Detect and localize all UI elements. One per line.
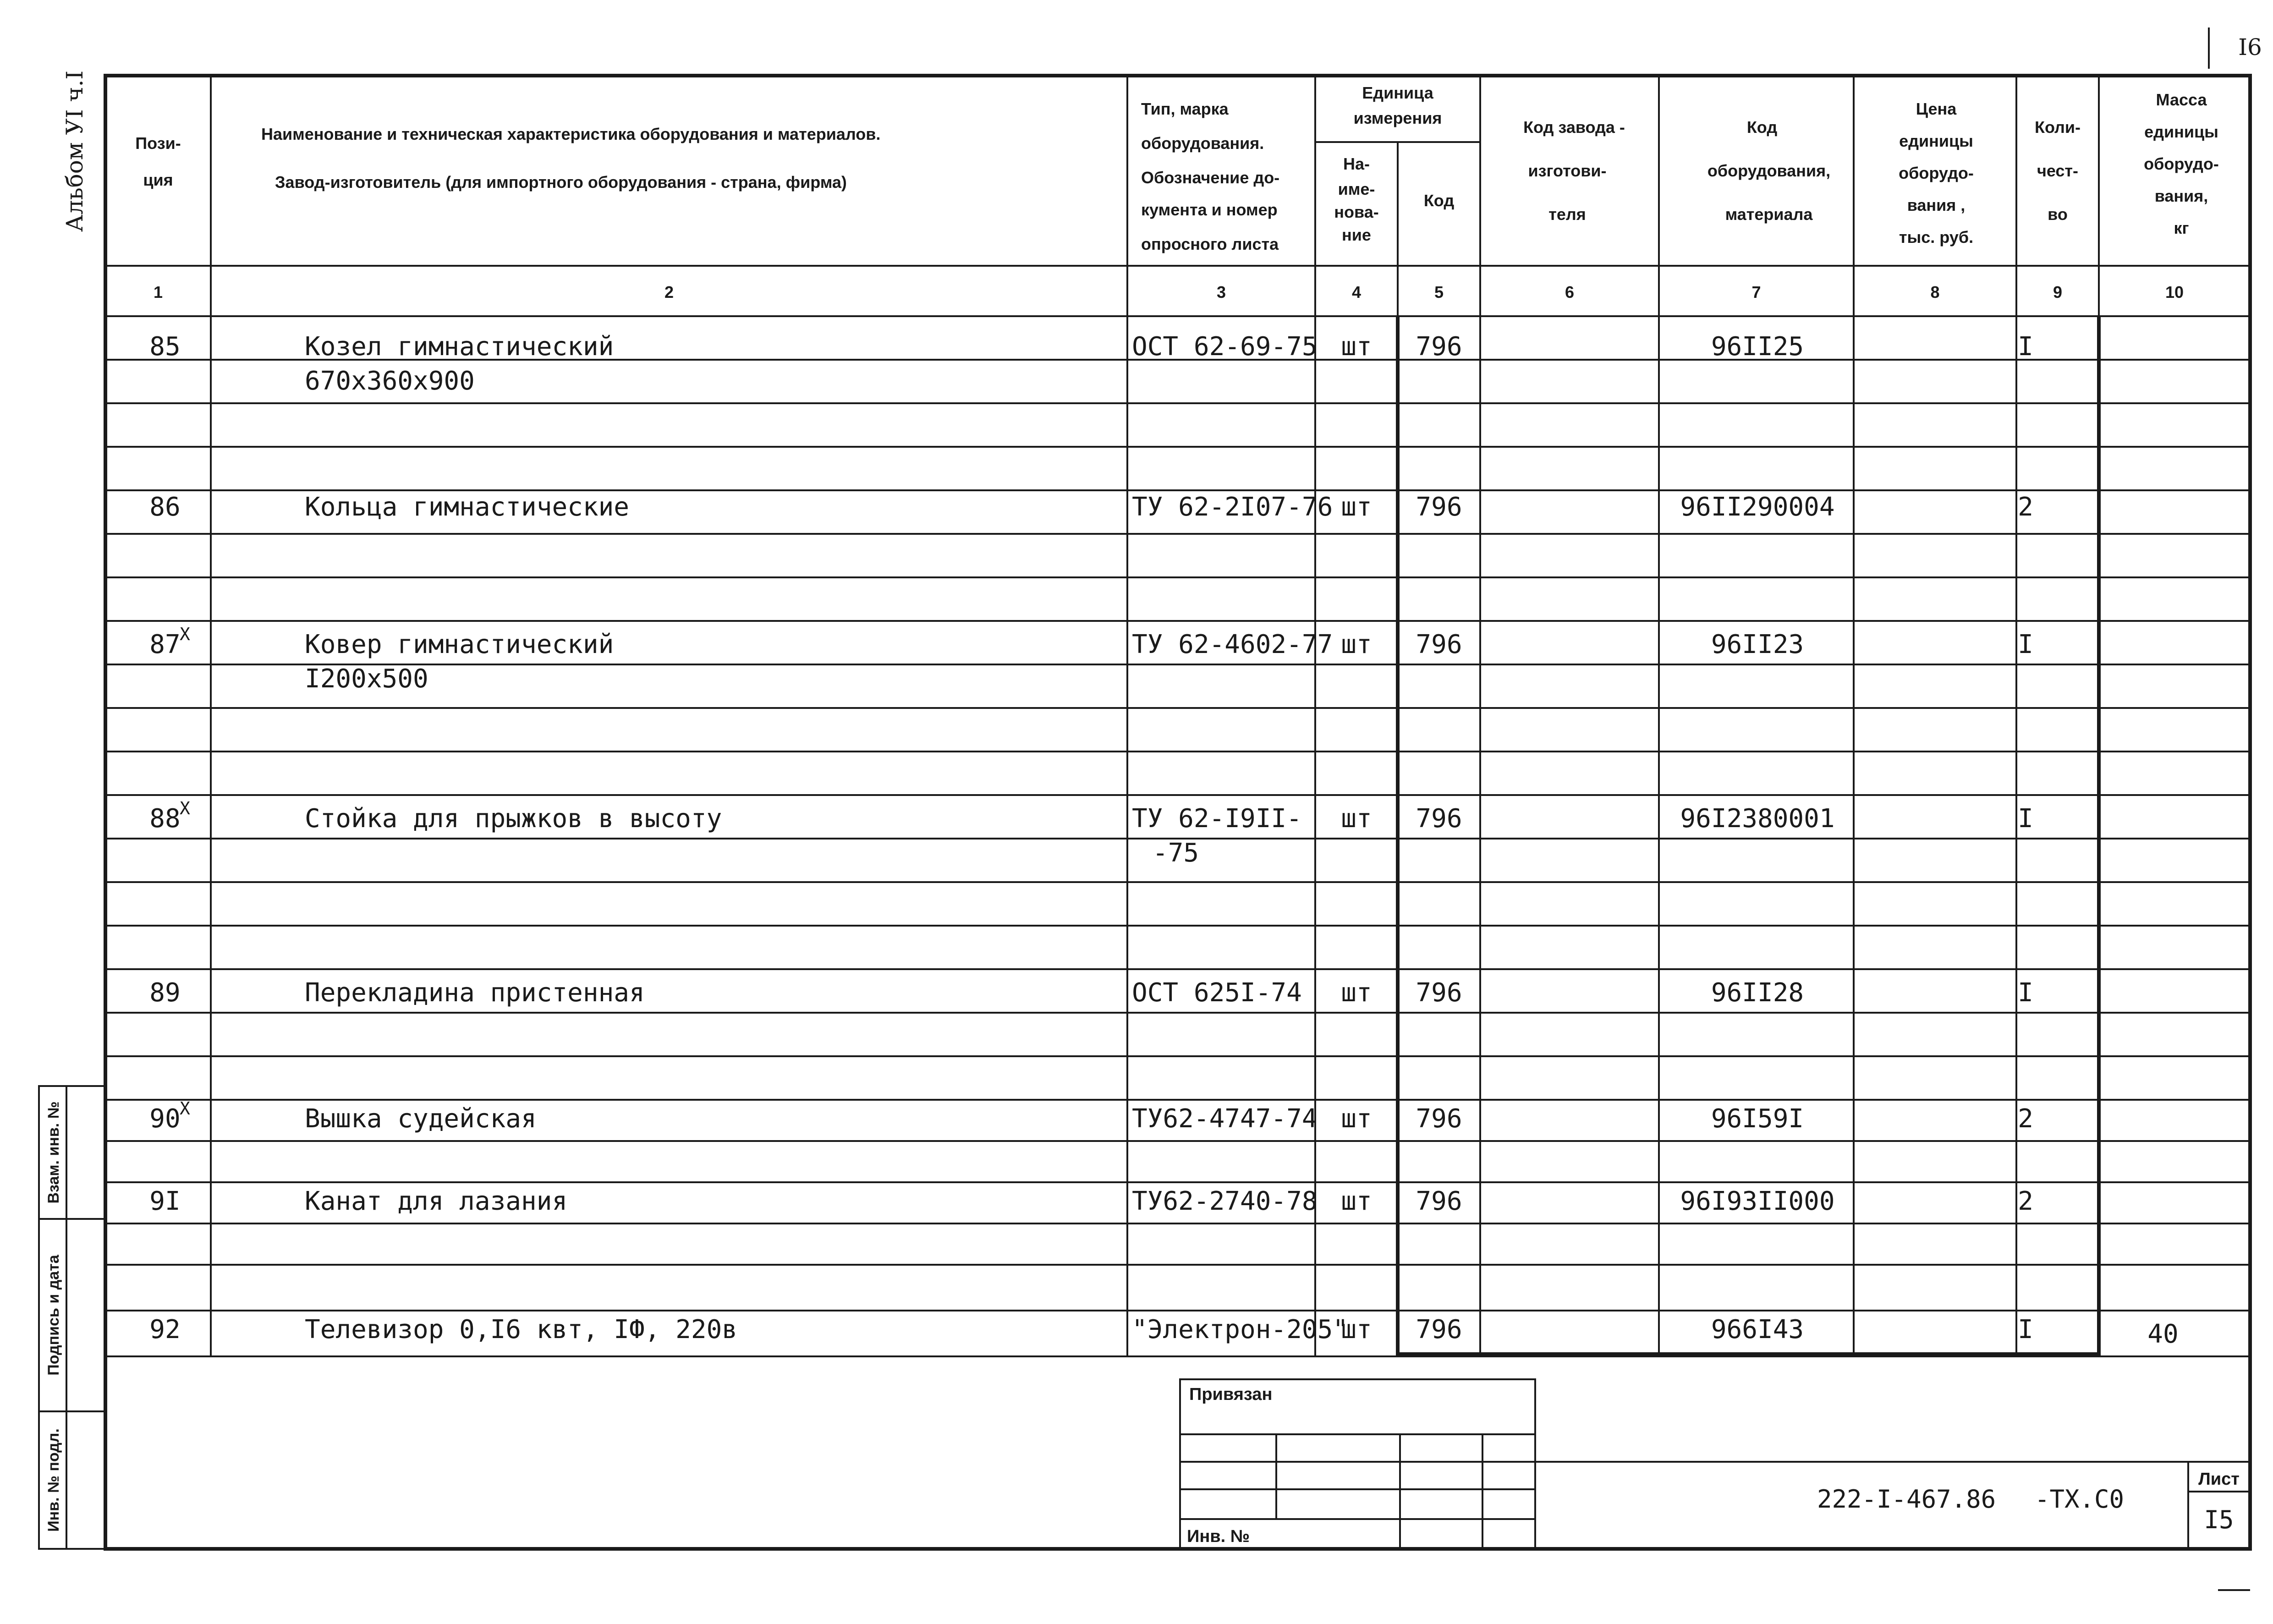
row-unit: шт <box>1341 492 1372 522</box>
header-col1-l1: Пози- <box>135 134 181 153</box>
side-stamp-replace-inv: Взам. инв. № <box>45 1101 62 1204</box>
row-unit: шт <box>1341 1104 1372 1134</box>
header-col3-l2: оборудования. <box>1141 134 1264 153</box>
row-position: 85 <box>149 332 181 362</box>
side-stamp-original-inv: Инв. № подл. <box>45 1428 62 1532</box>
table-body <box>149 332 2178 1349</box>
column-number: 9 <box>2053 283 2063 302</box>
header-col4-l1: На- <box>1343 154 1370 173</box>
row-unit: шт <box>1341 1315 1372 1344</box>
row-material-code: 96II28 <box>1711 978 1804 1008</box>
row-quantity: I <box>2018 978 2033 1008</box>
page-number: I6 <box>2238 34 2262 60</box>
column-number: 8 <box>1930 283 1940 302</box>
column-number: 10 <box>2165 283 2184 302</box>
row-material-code: 96II25 <box>1711 332 1804 362</box>
inv-label: Инв. № <box>1187 1527 1250 1546</box>
table-row <box>149 978 2033 1008</box>
header-col9-l1: Коли- <box>2034 118 2081 137</box>
sheet-label: Лист <box>2198 1470 2240 1489</box>
header-col3-l3: Обозначение до- <box>1141 168 1280 187</box>
row-unit: шт <box>1341 332 1372 362</box>
row-position: 86 <box>149 492 181 522</box>
table-row <box>149 798 2033 868</box>
row-position-mark: Х <box>180 1098 190 1119</box>
row-quantity: I <box>2018 1315 2033 1344</box>
table-row <box>149 624 2033 694</box>
header-col8-l1: Цена <box>1916 99 1957 118</box>
row-quantity: 2 <box>2018 1186 2033 1216</box>
row-doc: -75 <box>1153 838 1199 868</box>
header-col6-l3: теля <box>1548 205 1586 224</box>
row-material-code: 96I2380001 <box>1680 804 1835 834</box>
row-material-code: 966I43 <box>1711 1315 1804 1344</box>
row-unit-code: 796 <box>1416 492 1462 522</box>
header-col6-l1: Код завода - <box>1523 118 1625 137</box>
header-col3-l1: Тип, марка <box>1141 99 1229 118</box>
row-unit-code: 796 <box>1416 1104 1462 1134</box>
table-row <box>149 492 2033 522</box>
header-col4-l2: име- <box>1338 180 1375 198</box>
header-col3-l5: опросного листа <box>1141 235 1279 253</box>
header-col3-l4: кумента и номер <box>1141 200 1278 219</box>
header-col7-l2: оборудования, <box>1707 161 1831 180</box>
row-unit: шт <box>1341 804 1372 834</box>
row-doc: ОСТ 62-69-75 <box>1132 332 1318 362</box>
row-doc: ТУ62-4747-74 <box>1132 1104 1318 1134</box>
row-material-code: 96I59I <box>1711 1104 1804 1134</box>
header-col4-l3: нова- <box>1334 203 1379 221</box>
row-doc: ОСТ 625I-74 <box>1132 978 1302 1008</box>
table-row <box>149 1315 2178 1349</box>
header-unit-l1: Единица <box>1362 83 1433 102</box>
header-col8-l5: тыс. руб. <box>1899 228 1974 247</box>
header-col9-l2: чест- <box>2037 161 2079 180</box>
column-number: 3 <box>1216 283 1226 302</box>
row-doc: ТУ 62-I9II- <box>1132 804 1302 834</box>
row-position: 92 <box>149 1315 181 1344</box>
header-col2-l2: Завод-изготовитель (для импортного оборудования - страна, фирма) <box>275 173 847 192</box>
row-unit: шт <box>1341 1186 1372 1216</box>
header-col8-l4: вания , <box>1907 196 1966 214</box>
row-position: 90 <box>149 1104 181 1134</box>
header-col6-l2: изготови- <box>1528 161 1607 180</box>
column-number: 7 <box>1751 283 1761 302</box>
row-unit-code: 796 <box>1416 630 1462 659</box>
row-unit-code: 796 <box>1416 332 1462 362</box>
row-doc: ТУ 62-4602-77 <box>1132 630 1333 659</box>
row-quantity: I <box>2018 804 2033 834</box>
header-col7-l3: материала <box>1725 205 1813 224</box>
title-block <box>105 1356 2250 1549</box>
side-stamp-signature-date: Подпись и дата <box>45 1255 62 1376</box>
header-col5: Код <box>1423 191 1455 210</box>
sheet-number: I5 <box>2204 1505 2234 1534</box>
row-position: 89 <box>149 978 181 1008</box>
row-material-code: 96I93II000 <box>1680 1186 1835 1216</box>
row-position-mark: Х <box>180 624 190 644</box>
column-number: 1 <box>153 283 163 302</box>
header-col10-l2: единицы <box>2144 122 2218 141</box>
column-number: 5 <box>1434 283 1444 302</box>
row-doc: "Электрон-205" <box>1132 1315 1349 1344</box>
row-quantity: 2 <box>2018 1104 2033 1134</box>
row-quantity: 2 <box>2018 492 2033 522</box>
row-doc: ТУ 62-2I07-76 <box>1132 492 1333 522</box>
row-name: Стойка для прыжков в высоту <box>305 804 722 834</box>
header-col9-l3: во <box>2048 205 2068 224</box>
row-position: 9I <box>149 1186 181 1216</box>
row-position-mark: Х <box>180 798 190 818</box>
row-material-code: 96II23 <box>1711 630 1804 659</box>
row-name: Ковер гимнастический <box>305 630 614 659</box>
column-number: 4 <box>1351 283 1362 302</box>
row-name: Козел гимнастический <box>305 332 614 362</box>
row-name: Перекладина пристенная <box>305 978 645 1008</box>
row-quantity: I <box>2018 630 2033 659</box>
row-name: I200х500 <box>305 664 428 694</box>
header-col7-l1: Код <box>1746 118 1778 137</box>
row-position: 88 <box>149 804 181 834</box>
column-lines <box>211 76 2099 1356</box>
row-name: 670х360х900 <box>305 366 475 396</box>
row-unit: шт <box>1341 978 1372 1008</box>
row-unit-code: 796 <box>1416 1315 1462 1344</box>
row-quantity: I <box>2018 332 2033 362</box>
side-stamp <box>39 1086 105 1549</box>
table-header <box>135 83 2219 253</box>
row-name: Телевизор 0,I6 квт, IФ, 220в <box>305 1315 738 1344</box>
header-col10-l5: кг <box>2174 219 2189 237</box>
header-col10-l4: вания, <box>2154 187 2208 205</box>
row-unit-code: 796 <box>1416 1186 1462 1216</box>
doc-suffix: -ТХ.С0 <box>2035 1485 2125 1514</box>
header-col10-l1: Масса <box>2156 90 2207 109</box>
doc-code: 222-I-467.86 <box>1817 1485 1996 1514</box>
header-col8-l3: оборудо- <box>1899 164 1974 182</box>
column-numbers-row <box>154 283 2184 302</box>
header-col2-l1: Наименование и техническая характеристика оборудования и материалов. <box>261 125 881 143</box>
table-row <box>149 332 2033 396</box>
header-col4-l4: ние <box>1342 225 1371 244</box>
row-unit-code: 796 <box>1416 978 1462 1008</box>
table-row <box>149 1186 2033 1216</box>
row-name: Вышка судейская <box>305 1104 537 1134</box>
row-mass: 40 <box>2147 1319 2179 1349</box>
header-col1-l2: ция <box>143 170 173 189</box>
row-unit-code: 796 <box>1416 804 1462 834</box>
bound-label: Привязан <box>1189 1385 1273 1404</box>
row-name: Кольца гимнастические <box>305 492 630 522</box>
column-number: 6 <box>1565 283 1575 302</box>
table-row <box>149 1098 2033 1134</box>
row-name: Канат для лазания <box>305 1186 568 1216</box>
column-number: 2 <box>664 283 674 302</box>
album-label: Альбом УI ч.I <box>61 70 88 232</box>
header-unit-l2: измерения <box>1353 109 1442 127</box>
row-position: 87 <box>149 630 181 659</box>
header-col10-l3: оборудо- <box>2144 154 2219 173</box>
row-doc: ТУ62-2740-78 <box>1132 1186 1318 1216</box>
row-material-code: 96II290004 <box>1680 492 1835 522</box>
header-col8-l2: единицы <box>1899 132 1973 150</box>
row-unit: шт <box>1341 630 1372 659</box>
